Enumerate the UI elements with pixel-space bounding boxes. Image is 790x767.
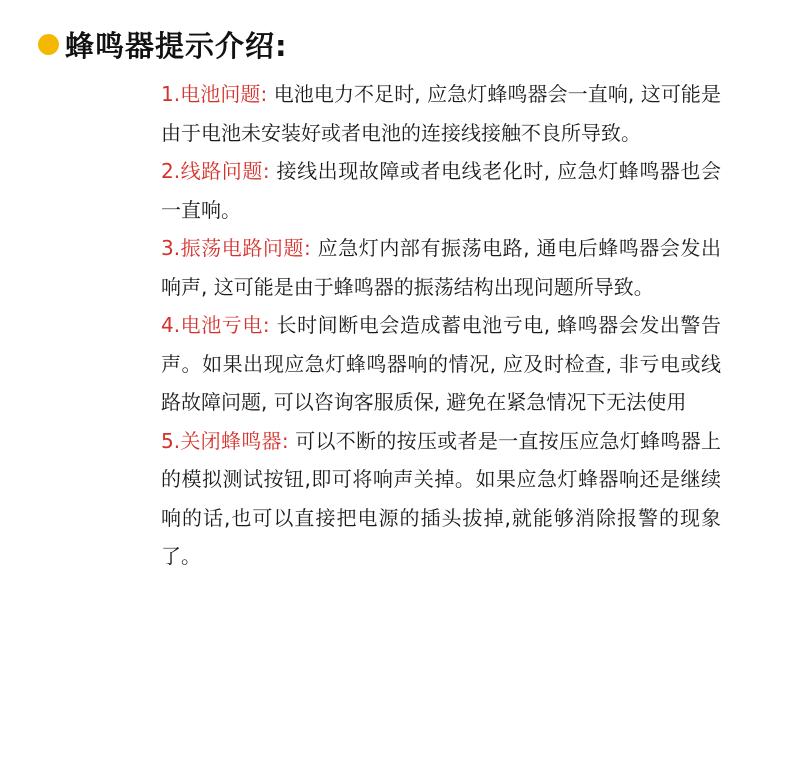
item-label: 4.电池亏电: [161,313,270,337]
item-text: 接线出现故障或者电线老化时, 应急灯蜂鸣器也会一直响。 [161,159,721,222]
item-text: 长时间断电会造成蓄电池亏电, 蜂鸣器会发出警告声。如果出现应急灯蜂鸣器响的情况, 应及时检查, 非亏电或线路故障问题, 可以咨询客服质保, 避免在紧急情况下无法使用 [161,313,721,414]
bullet-dot-icon [38,34,59,55]
item-label: 3.振荡电路问题: [161,236,311,260]
list-item-battery [161,75,721,152]
list-item-disable-buzzer [161,422,721,576]
section-title: 蜂鸣器提示介绍: [65,28,288,63]
list-item-battery-drain [161,306,721,422]
item-text: 可以不断的按压或者是一直按压应急灯蜂鸣器上的模拟测试按钮,即可将响声关掉。如果应急灯蜂器响还是继续响的话,也可以直接把电源的插头拔掉,就能够消除报警的现象了。 [161,428,721,568]
section-header [38,24,288,64]
cause-list [161,75,721,576]
list-item-wiring [161,152,721,229]
item-label: 2.线路问题: [161,159,270,183]
list-item-oscillator [161,229,721,306]
item-text: 电池电力不足时, 应急灯蜂鸣器会一直响, 这可能是由于电池未安装好或者电池的连接线接触不良所导致。 [161,82,721,145]
item-text: 应急灯内部有振荡电路, 通电后蜂鸣器会发出响声, 这可能是由于蜂鸣器的振荡结构出现问题所导致。 [161,236,721,299]
item-label: 1.电池问题: [161,82,268,106]
item-label: 5.关闭蜂鸣器: [161,428,289,453]
